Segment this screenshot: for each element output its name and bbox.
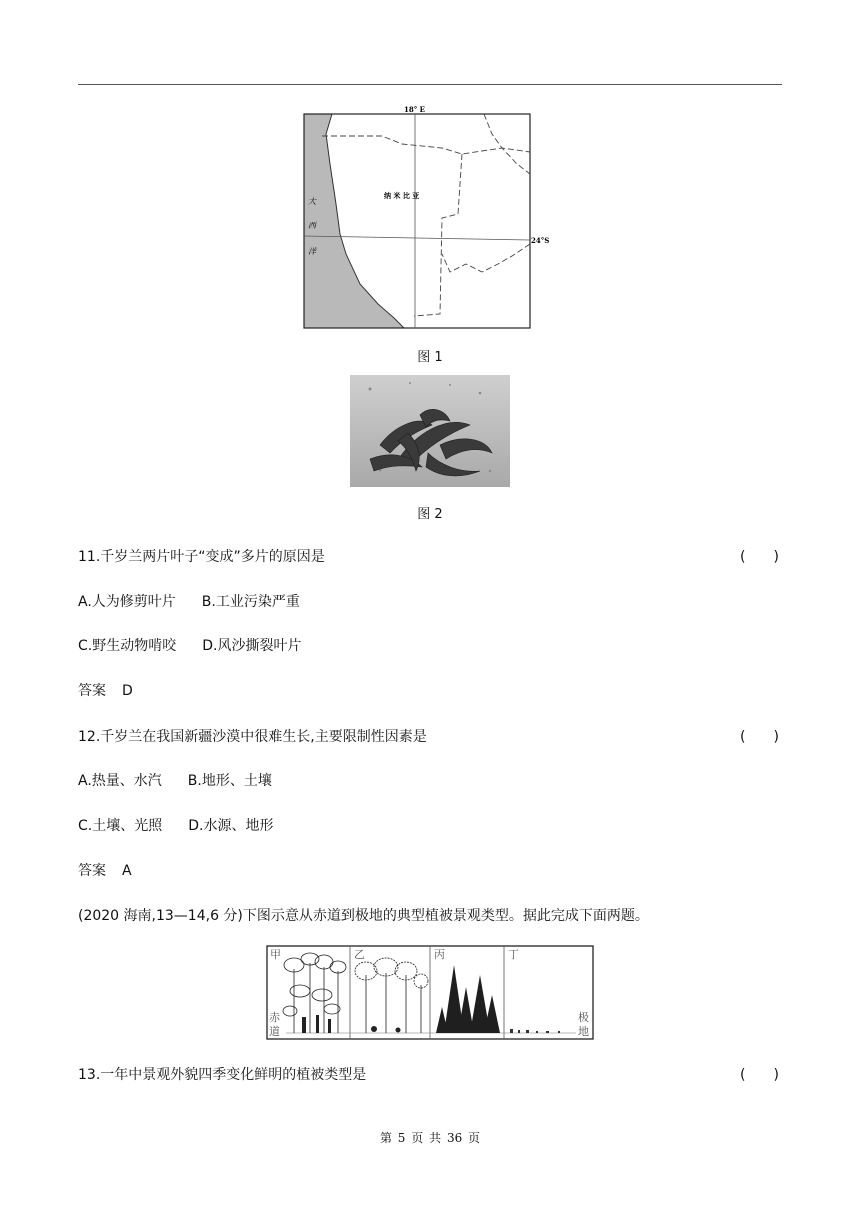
panel-label-yi: 乙 [354,948,365,961]
header-rule [78,84,782,85]
ocean-area [304,114,404,328]
ocean-label-3: 洋 [308,247,316,256]
q11-option-d: D.风沙撕裂叶片 [202,638,302,654]
figure2-caption: 图 2 [417,507,443,522]
panel-label-jia: 甲 [270,948,281,961]
q11-options-row1 [78,592,300,612]
namibia-map [302,104,558,330]
lon-label: 18° E [404,105,426,114]
q11-answer-blank: ( ) [740,549,779,565]
north-border [322,136,530,154]
q11-option-a: A.人为修剪叶片 [78,594,176,610]
panel-label-ding: 丁 [508,948,519,961]
page-footer: 第 5 页 共 36 页 [379,1131,481,1145]
vegetation-diagram [266,945,594,1041]
equator-label-1: 赤 [269,1011,280,1024]
figure1-caption: 图 1 [417,350,443,365]
east-border [414,154,462,316]
q13-14-intro: (2020 海南,13—14,6 分)下图示意从赤道到极地的典型植被景观类型。据此完成下面两题。 [78,908,649,924]
southeast-border [442,244,530,272]
q12-options-row1 [78,771,272,791]
q12-option-a: A.热量、水汽 [78,773,162,789]
welwitschia-photo [350,375,510,487]
q12-option-d: D.水源、地形 [188,818,274,834]
q12-stem: 12.千岁兰在我国新疆沙漠中很难生长,主要限制性因素是 [78,729,427,745]
pole-label-1: 极 [578,1011,589,1024]
q11-options-row2 [78,636,301,656]
lat-label: 24°S [531,236,550,245]
q12-option-b: B.地形、土壤 [187,773,272,789]
q13-stem: 13.一年中景观外貌四季变化鲜明的植被类型是 [78,1067,367,1083]
q12-answer: 答案 A [78,863,132,879]
q11-option-b: B.工业污染严重 [201,594,300,610]
northeast-border [484,114,530,174]
current-page-number: 5 [397,1131,406,1145]
total-page-number: 36 [446,1131,463,1145]
q11-answer: 答案 D [78,683,133,699]
q12-option-c: C.土壤、光照 [78,818,163,834]
q12-options-row2 [78,816,273,836]
ocean-label-2: 西 [308,221,316,230]
panel-label-bing: 丙 [434,948,445,961]
q11-stem: 11.千岁兰两片叶子“变成”多片的原因是 [78,549,325,565]
q13-answer-blank: ( ) [740,1067,779,1083]
q11-option-c: C.野生动物啃咬 [78,638,177,654]
pole-label-2: 地 [578,1025,589,1038]
ocean-label-1: 大 [308,197,316,206]
country-label: 纳 米 比 亚 [384,191,420,200]
q12-answer-blank: ( ) [740,729,779,745]
equator-label-2: 道 [269,1025,280,1038]
